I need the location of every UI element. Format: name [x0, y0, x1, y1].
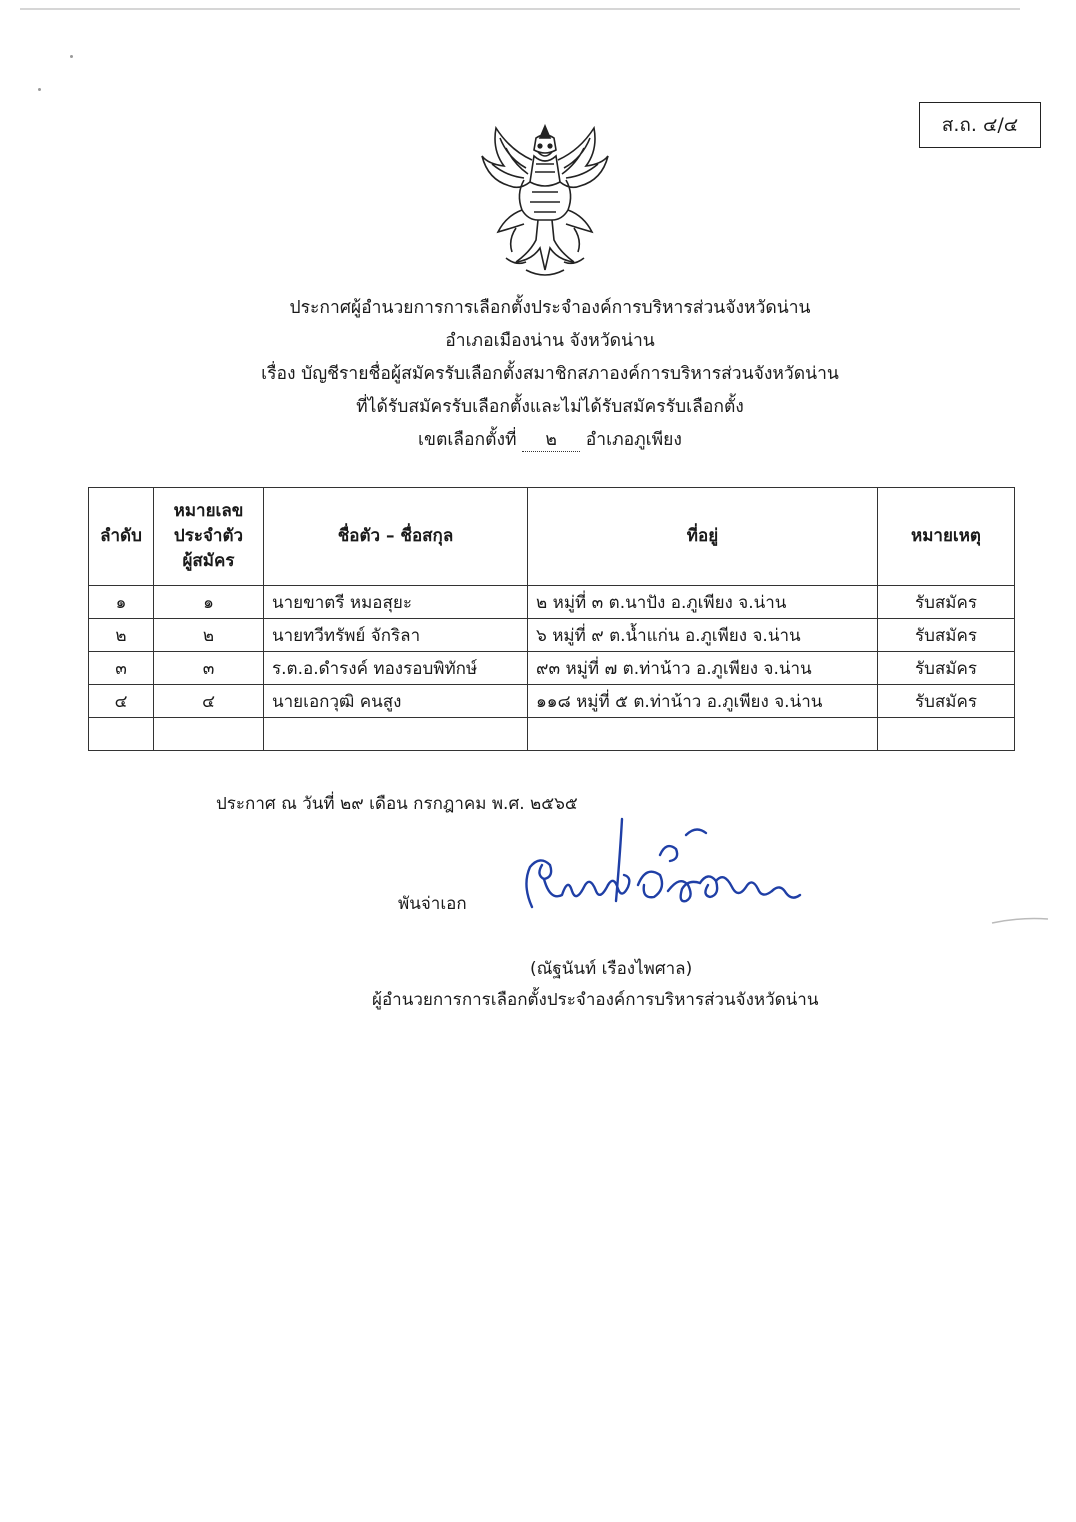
handwritten-signature [510, 815, 810, 925]
table-header-row [89, 488, 1015, 586]
cell-name: นายขาตรี หมอสุยะ [264, 586, 528, 619]
cell-number: ๒ [154, 619, 264, 652]
heading-district-line [150, 424, 950, 457]
cell-remark: รับสมัคร [878, 619, 1015, 652]
margin-pen-mark [990, 915, 1050, 927]
heading-line-2: อำเภอเมืองน่าน จังหวัดน่าน [445, 331, 655, 351]
top-edge-line [20, 8, 1020, 10]
cell-number [154, 718, 264, 751]
cell-order: ๓ [89, 652, 154, 685]
cell-address: ๒ หมู่ที่ ๓ ต.นาปัง อ.ภูเพียง จ.น่าน [528, 586, 878, 619]
cell-number: ๑ [154, 586, 264, 619]
cell-address: ๙๓ หมู่ที่ ๗ ต.ท่าน้าว อ.ภูเพียง จ.น่าน [528, 652, 878, 685]
cell-address: ๑๑๘ หมู่ที่ ๕ ต.ท่าน้าว อ.ภูเพียง จ.น่าน [528, 685, 878, 718]
cell-remark: รับสมัคร [878, 685, 1015, 718]
announcement-heading [150, 292, 950, 457]
signer-title: ผู้อำนวยการการเลือกตั้งประจำองค์การบริหารส่วนจังหวัดน่าน [372, 990, 819, 1010]
table-row [89, 652, 1015, 685]
header-remark: หมายเหตุ [878, 488, 1015, 586]
district-place: อำเภอภูเพียง [585, 430, 682, 450]
garuda-emblem-icon [476, 120, 614, 280]
cell-order: ๒ [89, 619, 154, 652]
cell-name: นายทวีทรัพย์ จักริลา [264, 619, 528, 652]
signer-rank: พันจ่าเอก [398, 894, 467, 914]
cell-name [264, 718, 528, 751]
signer-name: (ณัฐนันท์ เรืองไพศาล) [530, 959, 693, 979]
scan-speck [70, 55, 73, 58]
cell-remark: รับสมัคร [878, 652, 1015, 685]
cell-address: ๖ หมู่ที่ ๙ ต.น้ำแก่น อ.ภูเพียง จ.น่าน [528, 619, 878, 652]
cell-order: ๔ [89, 685, 154, 718]
form-code-box [919, 102, 1041, 148]
header-number-line-2: ประจำตัว [173, 526, 244, 546]
cell-remark: รับสมัคร [878, 586, 1015, 619]
header-address: ที่อยู่ [528, 488, 878, 586]
cell-name: ร.ต.อ.ดำรงค์ ทองรอบพิทักษ์ [264, 652, 528, 685]
table-row [89, 586, 1015, 619]
announcement-date: ประกาศ ณ วันที่ ๒๙ เดือน กรกฎาคม พ.ศ. ๒๕๖๕ [216, 794, 578, 814]
cell-number: ๔ [154, 685, 264, 718]
header-number-line-3: ผู้สมัคร [182, 551, 235, 571]
cell-name: นายเอกวุฒิ คนสูง [264, 685, 528, 718]
header-candidate-number [154, 488, 264, 586]
candidate-table [88, 487, 1015, 751]
cell-order: ๑ [89, 586, 154, 619]
table-row [89, 685, 1015, 718]
heading-subject: เรื่อง บัญชีรายชื่อผู้สมัครรับเลือกตั้งสมาชิกสภาองค์การบริหารส่วนจังหวัดน่าน [261, 364, 839, 384]
cell-number: ๓ [154, 652, 264, 685]
cell-order [89, 718, 154, 751]
district-label: เขตเลือกตั้งที่ [418, 430, 517, 450]
heading-line-4: ที่ได้รับสมัครรับเลือกตั้งและไม่ได้รับสมัครรับเลือกตั้ง [356, 397, 744, 417]
heading-line-1: ประกาศผู้อำนวยการการเลือกตั้งประจำองค์การบริหารส่วนจังหวัดน่าน [289, 298, 811, 318]
district-number: ๒ [522, 429, 580, 452]
form-code: ส.ถ. ๔/๔ [941, 114, 1019, 136]
cell-address [528, 718, 878, 751]
header-order: ลำดับ [89, 488, 154, 586]
cell-remark [878, 718, 1015, 751]
header-number-line-1: หมายเลข [173, 501, 244, 521]
scan-speck [38, 88, 41, 91]
table-row [89, 619, 1015, 652]
table-row-empty [89, 718, 1015, 751]
header-name: ชื่อตัว – ชื่อสกุล [264, 488, 528, 586]
